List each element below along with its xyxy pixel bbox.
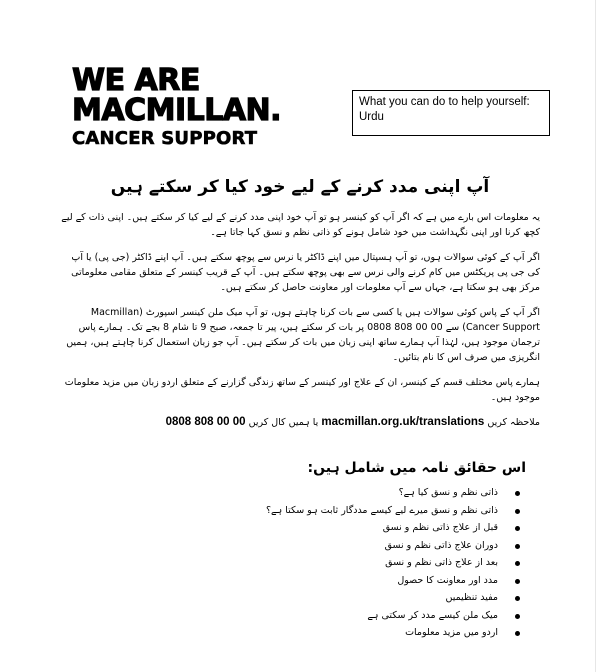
logo-line-1: WE ARE bbox=[72, 63, 200, 98]
contents-list bbox=[60, 484, 520, 642]
bullet-icon bbox=[515, 614, 520, 619]
body-text bbox=[60, 210, 540, 440]
document-info-box bbox=[352, 90, 550, 136]
info-box-language: Urdu bbox=[359, 111, 384, 123]
contact-note bbox=[60, 415, 540, 430]
bullet-icon bbox=[515, 509, 520, 514]
list-item: مفید تنظیمیں bbox=[60, 589, 520, 607]
list-item: دوران علاج ذاتی نظم و نسق bbox=[60, 537, 520, 555]
list-item: اردو میں مزید معلومات bbox=[60, 624, 520, 642]
bullet-icon bbox=[515, 631, 520, 636]
list-item: میک ملن کیسے مدد کر سکتی ہے bbox=[60, 607, 520, 625]
contents-heading: اس حقائق نامہ میں شامل ہیں: bbox=[307, 460, 526, 476]
translations-link[interactable]: macmillan.org.uk/translations bbox=[321, 416, 485, 428]
logo-line-2: MACMILLAN. bbox=[72, 93, 282, 128]
list-item: ذاتی نظم و نسق میرے لیے کیسے مددگار ثابت ہو سکتا ہے؟ bbox=[60, 502, 520, 520]
more-info-paragraph: ہمارے پاس مختلف قسم کے کینسر، ان کے علاج اور کینسر کے ساتھ زندگی گزارنے کے متعلق اردو زبان میں مزید معلومات موجود ہیں۔ bbox=[64, 377, 540, 403]
support-line-paragraph: اگر آپ کے پاس کوئی سوالات ہیں یا کسی سے بات کرنا چاہتے ہوں، تو آپ میک ملن کینسر اسپورٹ (Macmillan Cancer Support) سے 00 00 808 0808 پر بات کر سکتے ہیں، پیر تا جمعہ، صبح 9 تا شام 8 بجے تک۔ ہمارے پاس ترجمان موجود ہیں، لہٰذا آپ ہمارے ساتھ اپنی زبان میں بات کر سکتے ہیں۔ آپ جو زبان استعمال کرنا چاہتے ہیں، ہمیں انگریزی میں صرف اس کا نام بتائیں۔ bbox=[66, 307, 540, 363]
page-title: آپ اپنی مدد کرنے کے لیے خود کیا کر سکتے ہیں bbox=[110, 177, 490, 197]
bullet-icon bbox=[515, 579, 520, 584]
logo-line-3: CANCER SUPPORT bbox=[72, 128, 258, 149]
macmillan-logo bbox=[72, 63, 332, 150]
list-item: بعد از علاج ذاتی نظم و نسق bbox=[60, 554, 520, 572]
info-box-title: What you can do to help yourself: bbox=[359, 96, 530, 108]
note-middle: یا ہمیں کال کریں bbox=[248, 417, 319, 428]
bullet-icon bbox=[515, 526, 520, 531]
questions-paragraph: اگر آپ کے کوئی سوالات ہوں، تو آپ ہسپتال میں اپنے ڈاکٹر یا نرس سے پوچھ سکتے ہیں۔ آپ اپنے ڈاکٹر (جی پی) یا آپ کی جی پی پریکٹس میں کام کرنے والی نرس سے بھی پوچھ سکتے ہیں۔ آپ کے قریب کینسر کے متعلق مقامی معلوماتی مرکز بھی ہو سکتا ہے، جہاں سے آپ معلومات اور معاونت حاصل کر سکتے ہیں۔ bbox=[71, 252, 540, 293]
list-item: مدد اور معاونت کا حصول bbox=[60, 572, 520, 590]
bullet-icon bbox=[515, 596, 520, 601]
list-item: ذاتی نظم و نسق کیا ہے؟ bbox=[60, 484, 520, 502]
bullet-icon bbox=[515, 561, 520, 566]
list-item: قبل از علاج ذاتی نظم و نسق bbox=[60, 519, 520, 537]
bullet-icon bbox=[515, 491, 520, 496]
phone-number: 0808 808 00 00 bbox=[165, 416, 246, 428]
intro-paragraph: یہ معلومات اس بارے میں ہے کہ اگر آپ کو کینسر ہو تو آپ خود اپنی مدد کرنے کے لیے کیا کر سکتے ہیں۔ اپنی ذات کے لیے کچھ کرنا اور اپنی نگہداشت میں خود شامل ہونے کو ذاتی نظم و نسق کہا جاتا ہے۔ bbox=[61, 212, 540, 238]
bullet-icon bbox=[515, 544, 520, 549]
note-prefix: ملاحظہ کریں bbox=[487, 417, 540, 428]
